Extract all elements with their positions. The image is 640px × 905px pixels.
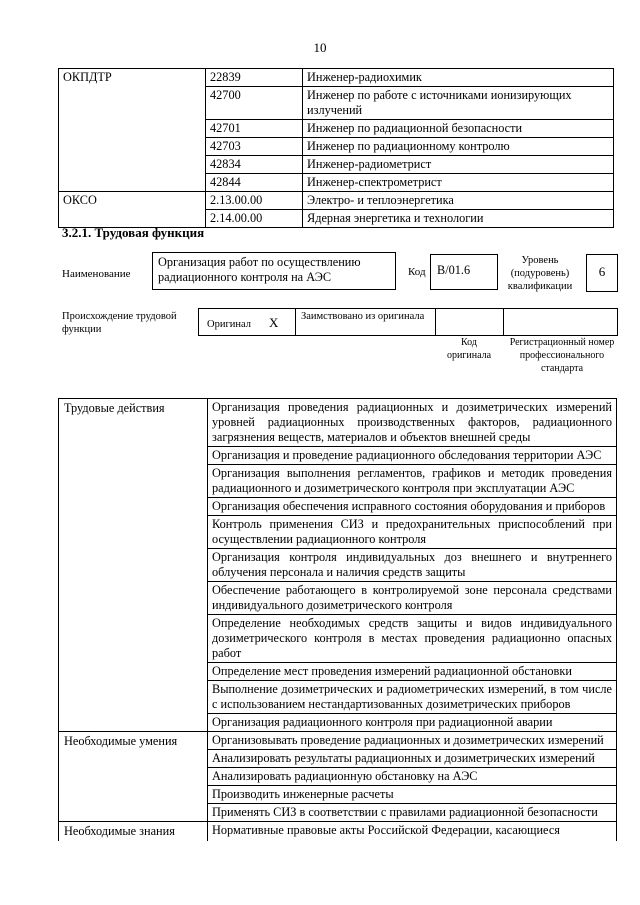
- detail-item: Определение необходимых средств защиты и видов индивидуального дозиметрического контроля в местах проведения радиационно опасных работ: [208, 615, 617, 663]
- detail-item: Организация контроля индивидуальных доз внешнего и внутреннего облучения персонала и наличия средств защиты: [208, 549, 617, 582]
- name-label: Наименование: [62, 268, 131, 280]
- classifier-code: 42834: [206, 156, 303, 174]
- function-name-value: Организация работ по осуществлению радиационного контроля на АЭС: [158, 255, 361, 284]
- detail-item: Организация проведения радиационных и дозиметрических измерений уровней радиационных производственных факторов, радиационного загрязнения веществ, материалов и объектов внешней среды: [208, 399, 617, 447]
- detail-item: Анализировать радиационную обстановку на АЭС: [208, 768, 617, 786]
- origin-divider-3: [503, 309, 504, 335]
- classification-row: [59, 69, 614, 87]
- page-number: 10: [313, 40, 327, 55]
- detail-section-header: Необходимые знания: [59, 822, 208, 842]
- detail-section-header: Необходимые умения: [59, 732, 208, 822]
- reg-number-caption: Регистрационный номер профессионального стандарта: [509, 337, 615, 374]
- origin-divider-1: [295, 309, 296, 335]
- detail-item: Организация и проведение радиационного обследования территории АЭС: [208, 447, 617, 465]
- classifier-title: Электро- и теплоэнергетика: [303, 192, 614, 210]
- origin-label: Происхождение трудовой функции: [62, 311, 177, 335]
- detail-item: Производить инженерные расчеты: [208, 786, 617, 804]
- level-value: 6: [598, 264, 606, 279]
- origin-divider-2: [435, 309, 436, 335]
- code-box: [430, 254, 498, 290]
- code-value: B/01.6: [437, 263, 471, 277]
- borrowed-label: Заимствовано из оригинала: [301, 311, 425, 322]
- classifier-title: Инженер по радиационному контролю: [303, 138, 614, 156]
- detail-item: Контроль применения СИЗ и предохранительных приспособлений при осуществлении радиационного контроля: [208, 516, 617, 549]
- classifier-title: Инженер-радиометрист: [303, 156, 614, 174]
- classifier-title: Инженер по работе с источниками ионизирующих излучений: [303, 87, 614, 120]
- classifier-code: 42701: [206, 120, 303, 138]
- detail-item: Определение мест проведения измерений радиационной обстановки: [208, 663, 617, 681]
- function-details-table: [58, 398, 617, 841]
- classifier-code: 2.13.00.00: [206, 192, 303, 210]
- detail-section-header: Трудовые действия: [59, 399, 208, 732]
- classifier-code: 42703: [206, 138, 303, 156]
- section-title: 3.2.1. Трудовая функция: [62, 225, 205, 240]
- detail-row: [59, 399, 617, 447]
- classifier-code: 42700: [206, 87, 303, 120]
- classifier-code: 22839: [206, 69, 303, 87]
- classifier-code: 2.14.00.00: [206, 210, 303, 228]
- detail-item: Применять СИЗ в соответствии с правилами радиационной безопасности: [208, 804, 617, 822]
- classifier-title: Инженер-радиохимик: [303, 69, 614, 87]
- detail-row: [59, 822, 617, 842]
- detail-item: Организация обеспечения исправного состояния оборудования и приборов: [208, 498, 617, 516]
- code-label: Код: [408, 266, 426, 278]
- detail-item: Нормативные правовые акты Российской Федерации, касающиеся: [208, 822, 617, 842]
- classifier-title: Ядерная энергетика и технологии: [303, 210, 614, 228]
- classification-table: [58, 68, 614, 228]
- classifier-title: Инженер по радиационной безопасности: [303, 120, 614, 138]
- classifier-code: 42844: [206, 174, 303, 192]
- detail-item: Обеспечение работающего в контролируемой зоне персонала средствами индивидуального дозиметрического контроля: [208, 582, 617, 615]
- detail-row: [59, 732, 617, 750]
- original-label: Оригинал: [207, 319, 251, 330]
- classification-row: [59, 192, 614, 210]
- detail-item: Выполнение дозиметрических и радиометрических измерений, в том числе с использованием нестандартизованных дозиметрических приборов: [208, 681, 617, 714]
- level-label: Уровень (подуровень) квалификации: [507, 255, 573, 292]
- origin-box: [198, 308, 618, 336]
- code-original-caption: Код оригинала: [446, 337, 492, 361]
- classifier-name: ОКПДТР: [59, 69, 206, 192]
- detail-item: Организация выполнения регламентов, графиков и методик проведения радиационного и дозиметрического контроля при эксплуатации АЭС: [208, 465, 617, 498]
- classifier-name: ОКСО: [59, 192, 206, 228]
- detail-item: Анализировать результаты радиационных и дозиметрических измерений: [208, 750, 617, 768]
- function-name-box: [152, 252, 396, 290]
- level-box: [586, 254, 618, 292]
- classifier-title: Инженер-спектрометрист: [303, 174, 614, 192]
- original-mark: X: [269, 315, 279, 330]
- detail-item: Организовывать проведение радиационных и дозиметрических измерений: [208, 732, 617, 750]
- detail-item: Организация радиационного контроля при радиационной аварии: [208, 714, 617, 732]
